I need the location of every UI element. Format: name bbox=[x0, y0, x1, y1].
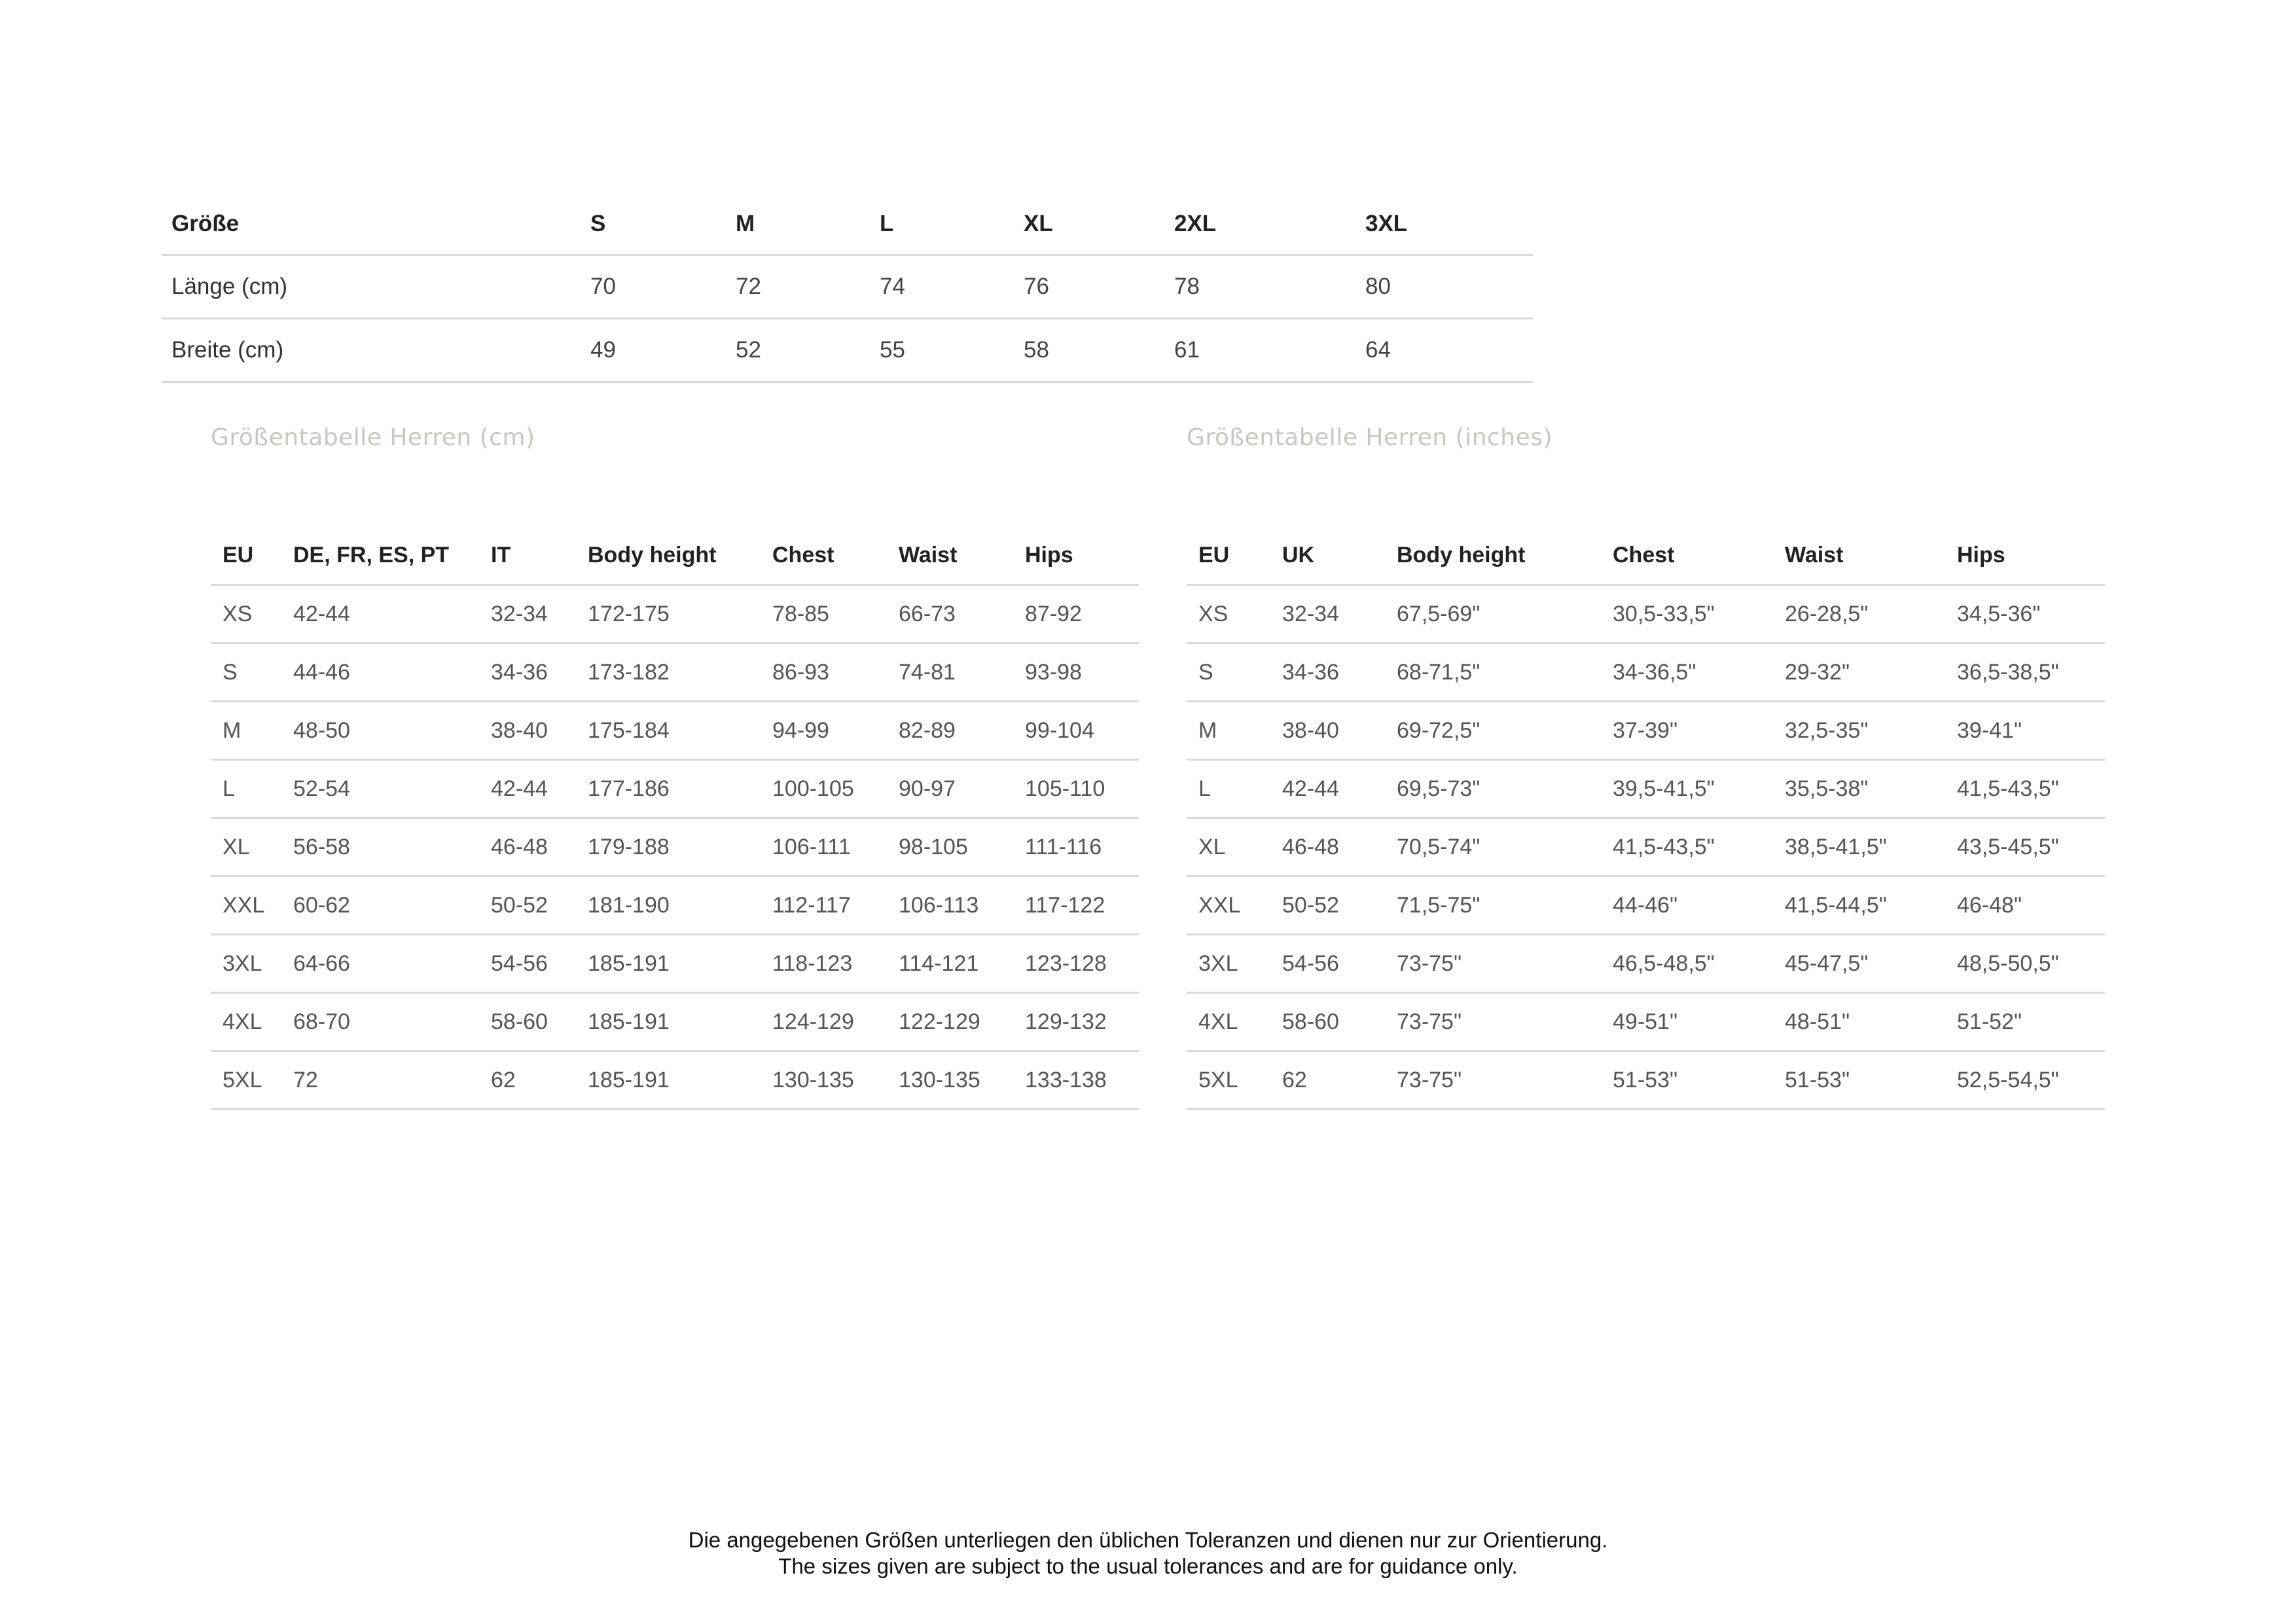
table-cell: XXL bbox=[1187, 876, 1270, 935]
table-cell: 38-40 bbox=[1270, 702, 1385, 760]
table-cell: 112-117 bbox=[761, 876, 887, 935]
size-chart-inches-header-cell: UK bbox=[1270, 526, 1385, 585]
table-cell: 86-93 bbox=[761, 643, 887, 702]
table-row bbox=[1187, 1051, 2105, 1110]
table-cell: 48-51" bbox=[1773, 993, 1945, 1051]
table-cell: 124-129 bbox=[761, 993, 887, 1051]
table-cell: 70,5-74" bbox=[1385, 818, 1601, 876]
table-row bbox=[211, 585, 1139, 643]
table-cell: 68-70 bbox=[281, 993, 479, 1051]
table-row bbox=[1187, 702, 2105, 760]
garment-header-cell: 2XL bbox=[1164, 194, 1355, 255]
garment-header-cell: Größe bbox=[162, 194, 581, 255]
table-cell: 49 bbox=[581, 319, 726, 382]
table-cell: 32-34 bbox=[1270, 585, 1385, 643]
table-cell: 4XL bbox=[1187, 993, 1270, 1051]
table-cell: 80 bbox=[1355, 255, 1533, 319]
size-chart-cm-header-cell: Hips bbox=[1013, 526, 1139, 585]
table-cell: 46,5-48,5" bbox=[1601, 935, 1773, 993]
table-cell: 3XL bbox=[211, 935, 281, 993]
size-chart-inches-header-row bbox=[1187, 526, 2105, 585]
table-cell: XL bbox=[1187, 818, 1270, 876]
table-cell: 49-51" bbox=[1601, 993, 1773, 1051]
table-row bbox=[1187, 643, 2105, 702]
table-cell: 52-54 bbox=[281, 760, 479, 818]
table-cell: 50-52 bbox=[479, 876, 576, 935]
table-cell: 51-53" bbox=[1601, 1051, 1773, 1110]
footnote bbox=[0, 1527, 2296, 1579]
table-cell: 42-44 bbox=[1270, 760, 1385, 818]
table-cell: 98-105 bbox=[887, 818, 1013, 876]
table-cell: 3XL bbox=[1187, 935, 1270, 993]
table-cell: 58 bbox=[1014, 319, 1164, 382]
table-cell: 94-99 bbox=[761, 702, 887, 760]
table-cell: Breite (cm) bbox=[162, 319, 581, 382]
table-cell: 32,5-35" bbox=[1773, 702, 1945, 760]
table-cell: 173-182 bbox=[576, 643, 761, 702]
table-cell: 181-190 bbox=[576, 876, 761, 935]
table-cell: 105-110 bbox=[1013, 760, 1139, 818]
table-row bbox=[211, 876, 1139, 935]
table-cell: 52 bbox=[726, 319, 870, 382]
footnote-english: The sizes given are subject to the usual tolerances and are for guidance only. bbox=[778, 1554, 1518, 1578]
table-cell: S bbox=[1187, 643, 1270, 702]
table-cell: 54-56 bbox=[479, 935, 576, 993]
table-cell: 87-92 bbox=[1013, 585, 1139, 643]
table-cell: 133-138 bbox=[1013, 1051, 1139, 1110]
table-cell: 64-66 bbox=[281, 935, 479, 993]
table-cell: 67,5-69" bbox=[1385, 585, 1601, 643]
table-cell: 42-44 bbox=[281, 585, 479, 643]
size-chart-cm-header-cell: IT bbox=[479, 526, 576, 585]
table-cell: 42-44 bbox=[479, 760, 576, 818]
garment-header-cell: L bbox=[870, 194, 1014, 255]
table-cell: Länge (cm) bbox=[162, 255, 581, 319]
size-chart-cm-body bbox=[211, 585, 1139, 1110]
garment-header-cell: M bbox=[726, 194, 870, 255]
table-cell: 78-85 bbox=[761, 585, 887, 643]
table-cell: XL bbox=[211, 818, 281, 876]
size-chart-inches-title: Größentabelle Herren (inches) bbox=[1187, 424, 1553, 451]
table-row bbox=[1187, 993, 2105, 1051]
table-cell: 82-89 bbox=[887, 702, 1013, 760]
size-chart-inches-header-cell: Waist bbox=[1773, 526, 1945, 585]
size-chart-inches-header-cell: Hips bbox=[1945, 526, 2105, 585]
table-row bbox=[211, 993, 1139, 1051]
table-row bbox=[1187, 818, 2105, 876]
table-cell: 34-36 bbox=[479, 643, 576, 702]
table-cell: 35,5-38" bbox=[1773, 760, 1945, 818]
table-cell: 36,5-38,5" bbox=[1945, 643, 2105, 702]
table-cell: 68-71,5" bbox=[1385, 643, 1601, 702]
table-cell: 46-48 bbox=[1270, 818, 1385, 876]
table-cell: 78 bbox=[1164, 255, 1355, 319]
size-chart-inches-header-cell: EU bbox=[1187, 526, 1270, 585]
table-cell: 179-188 bbox=[576, 818, 761, 876]
table-cell: L bbox=[211, 760, 281, 818]
table-cell: 34-36,5" bbox=[1601, 643, 1773, 702]
table-cell: 29-32" bbox=[1773, 643, 1945, 702]
size-chart-inches-body bbox=[1187, 585, 2105, 1110]
table-cell: 34,5-36" bbox=[1945, 585, 2105, 643]
table-cell: 30,5-33,5" bbox=[1601, 585, 1773, 643]
table-cell: 74-81 bbox=[887, 643, 1013, 702]
table-cell: XXL bbox=[211, 876, 281, 935]
table-cell: 175-184 bbox=[576, 702, 761, 760]
table-cell: 72 bbox=[281, 1051, 479, 1110]
table-cell: 58-60 bbox=[1270, 993, 1385, 1051]
table-cell: 71,5-75" bbox=[1385, 876, 1601, 935]
table-cell: 123-128 bbox=[1013, 935, 1139, 993]
table-cell: 62 bbox=[1270, 1051, 1385, 1110]
table-cell: 62 bbox=[479, 1051, 576, 1110]
size-chart-cm-table bbox=[211, 526, 1139, 1110]
footnote-german: Die angegebenen Größen unterliegen den üblichen Toleranzen und dienen nur zur Orientierung. bbox=[688, 1528, 1608, 1552]
table-row bbox=[162, 255, 1533, 319]
table-cell: M bbox=[211, 702, 281, 760]
table-row bbox=[1187, 876, 2105, 935]
table-cell: 41,5-44,5" bbox=[1773, 876, 1945, 935]
table-cell: 54-56 bbox=[1270, 935, 1385, 993]
table-cell: 72 bbox=[726, 255, 870, 319]
table-cell: 48-50 bbox=[281, 702, 479, 760]
table-cell: 172-175 bbox=[576, 585, 761, 643]
table-cell: 48,5-50,5" bbox=[1945, 935, 2105, 993]
table-cell: 74 bbox=[870, 255, 1014, 319]
table-cell: 93-98 bbox=[1013, 643, 1139, 702]
table-cell: S bbox=[211, 643, 281, 702]
table-cell: 34-36 bbox=[1270, 643, 1385, 702]
table-cell: 37-39" bbox=[1601, 702, 1773, 760]
table-cell: 69,5-73" bbox=[1385, 760, 1601, 818]
table-cell: 5XL bbox=[211, 1051, 281, 1110]
table-cell: 39,5-41,5" bbox=[1601, 760, 1773, 818]
size-chart-cm-header-cell: Chest bbox=[761, 526, 887, 585]
table-row bbox=[211, 935, 1139, 993]
table-row bbox=[1187, 585, 2105, 643]
table-cell: 70 bbox=[581, 255, 726, 319]
table-cell: 185-191 bbox=[576, 993, 761, 1051]
table-cell: XS bbox=[211, 585, 281, 643]
table-cell: 106-113 bbox=[887, 876, 1013, 935]
table-cell: 185-191 bbox=[576, 1051, 761, 1110]
table-cell: M bbox=[1187, 702, 1270, 760]
table-cell: 52,5-54,5" bbox=[1945, 1051, 2105, 1110]
table-cell: 46-48" bbox=[1945, 876, 2105, 935]
table-cell: 106-111 bbox=[761, 818, 887, 876]
table-cell: 38-40 bbox=[479, 702, 576, 760]
table-cell: 46-48 bbox=[479, 818, 576, 876]
table-cell: 51-52" bbox=[1945, 993, 2105, 1051]
table-cell: 4XL bbox=[211, 993, 281, 1051]
table-row bbox=[211, 760, 1139, 818]
table-cell: 50-52 bbox=[1270, 876, 1385, 935]
table-cell: 100-105 bbox=[761, 760, 887, 818]
table-cell: 73-75" bbox=[1385, 1051, 1601, 1110]
size-chart-cm-header-cell: Waist bbox=[887, 526, 1013, 585]
size-chart-cm-header-cell: Body height bbox=[576, 526, 761, 585]
size-chart-inches-table bbox=[1187, 526, 2105, 1110]
table-row bbox=[162, 319, 1533, 382]
table-cell: 38,5-41,5" bbox=[1773, 818, 1945, 876]
table-cell: 45-47,5" bbox=[1773, 935, 1945, 993]
table-cell: 76 bbox=[1014, 255, 1164, 319]
table-cell: 60-62 bbox=[281, 876, 479, 935]
table-cell: 69-72,5" bbox=[1385, 702, 1601, 760]
table-cell: 130-135 bbox=[761, 1051, 887, 1110]
size-chart-inches-header-cell: Chest bbox=[1601, 526, 1773, 585]
size-chart-cm-header-cell: EU bbox=[211, 526, 281, 585]
table-cell: 117-122 bbox=[1013, 876, 1139, 935]
table-cell: 90-97 bbox=[887, 760, 1013, 818]
table-cell: 73-75" bbox=[1385, 935, 1601, 993]
size-chart-cm-title: Größentabelle Herren (cm) bbox=[211, 424, 535, 451]
table-cell: 39-41" bbox=[1945, 702, 2105, 760]
table-row bbox=[211, 702, 1139, 760]
table-cell: 122-129 bbox=[887, 993, 1013, 1051]
table-cell: 58-60 bbox=[479, 993, 576, 1051]
table-cell: 41,5-43,5" bbox=[1945, 760, 2105, 818]
table-cell: 130-135 bbox=[887, 1051, 1013, 1110]
table-cell: 66-73 bbox=[887, 585, 1013, 643]
garment-header-cell: S bbox=[581, 194, 726, 255]
table-row bbox=[1187, 760, 2105, 818]
table-cell: 32-34 bbox=[479, 585, 576, 643]
table-cell: 111-116 bbox=[1013, 818, 1139, 876]
table-cell: 129-132 bbox=[1013, 993, 1139, 1051]
table-cell: 99-104 bbox=[1013, 702, 1139, 760]
table-row bbox=[211, 643, 1139, 702]
table-cell: 114-121 bbox=[887, 935, 1013, 993]
table-cell: 26-28,5" bbox=[1773, 585, 1945, 643]
table-cell: 61 bbox=[1164, 319, 1355, 382]
table-cell: 51-53" bbox=[1773, 1051, 1945, 1110]
table-cell: 56-58 bbox=[281, 818, 479, 876]
table-cell: 43,5-45,5" bbox=[1945, 818, 2105, 876]
table-cell: 73-75" bbox=[1385, 993, 1601, 1051]
table-cell: 55 bbox=[870, 319, 1014, 382]
size-chart-cm-header-cell: DE, FR, ES, PT bbox=[281, 526, 479, 585]
table-cell: 5XL bbox=[1187, 1051, 1270, 1110]
garment-header-row bbox=[162, 194, 1533, 255]
size-chart-inches-header-cell: Body height bbox=[1385, 526, 1601, 585]
table-row bbox=[1187, 935, 2105, 993]
table-cell: L bbox=[1187, 760, 1270, 818]
garment-header-cell: XL bbox=[1014, 194, 1164, 255]
garment-header-cell: 3XL bbox=[1355, 194, 1533, 255]
table-cell: 64 bbox=[1355, 319, 1533, 382]
garment-measurement-table bbox=[162, 194, 1533, 383]
table-cell: 185-191 bbox=[576, 935, 761, 993]
table-cell: 118-123 bbox=[761, 935, 887, 993]
table-row bbox=[211, 818, 1139, 876]
table-row bbox=[211, 1051, 1139, 1110]
table-cell: 44-46" bbox=[1601, 876, 1773, 935]
size-chart-cm-header-row bbox=[211, 526, 1139, 585]
table-cell: 44-46 bbox=[281, 643, 479, 702]
table-cell: XS bbox=[1187, 585, 1270, 643]
table-cell: 177-186 bbox=[576, 760, 761, 818]
table-cell: 41,5-43,5" bbox=[1601, 818, 1773, 876]
